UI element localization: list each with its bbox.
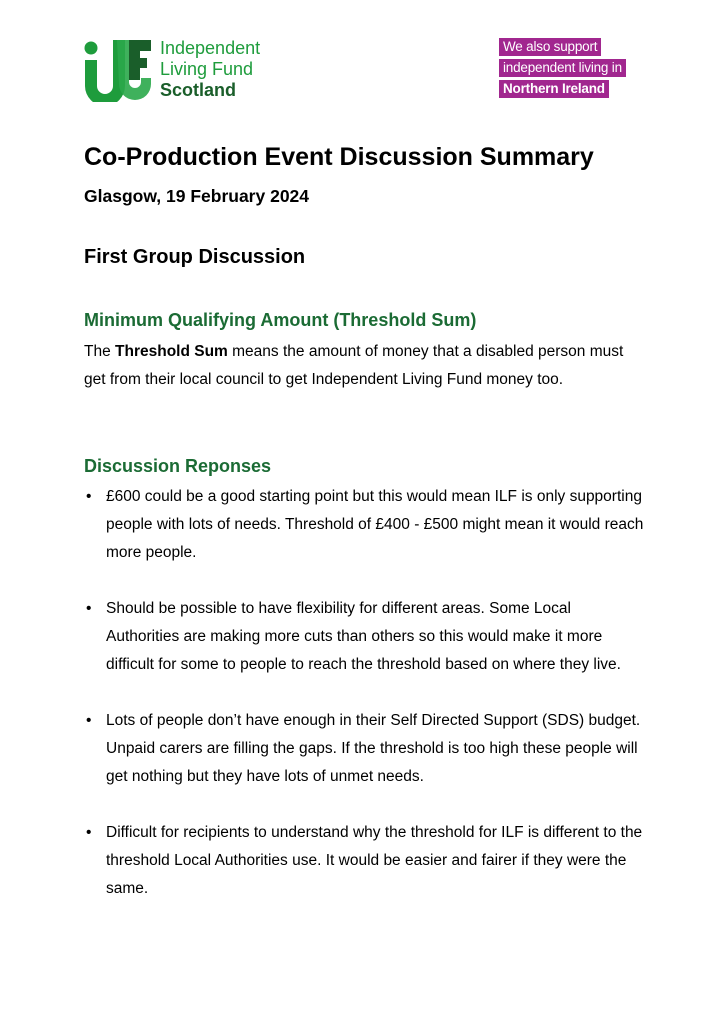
ilf-logo <box>84 36 294 102</box>
list-item: • Lots of people don’t have enough in their Self Directed Support (SDS) budget. Unpaid carers are filling the gaps. If the threshold is too high these people will get nothing but they have lots of unmet needs. <box>84 707 644 791</box>
list-item: • Should be possible to have flexibility for different areas. Some Local Authorities are making more cuts than others so this would make it more difficult for some to people to reach the threshold based on where they live. <box>84 595 644 679</box>
section-heading: First Group Discussion <box>84 246 306 268</box>
logo-line-1: Independent <box>160 38 261 58</box>
logo-line-3: Scotland <box>160 80 237 100</box>
logo-wordmark <box>160 38 260 101</box>
topic-heading: Minimum Qualifying Amount (Threshold Sum) <box>84 310 477 330</box>
intro-bold-term: Threshold Sum <box>115 343 228 360</box>
ni-badge-line-2: independent living in <box>499 59 626 77</box>
document-title: Co-Production Event Discussion Summary <box>84 143 594 171</box>
ni-badge-line-3: Northern Ireland <box>499 80 609 98</box>
logo-line-2: Living Fund <box>160 59 254 79</box>
responses-list <box>84 483 644 903</box>
ni-badge-line-1: We also support <box>499 38 601 56</box>
ilf-logo-icon <box>84 36 152 102</box>
document-subtitle: Glasgow, 19 February 2024 <box>84 186 310 206</box>
list-item: • Difficult for recipients to understand why the threshold for ILF is different to the threshold Local Authorities use. It would be easier and fairer if they were the same. <box>84 819 644 903</box>
responses-heading: Discussion Reponses <box>84 456 272 476</box>
intro-prefix: The <box>84 343 116 360</box>
topic-intro <box>84 338 644 394</box>
northern-ireland-badge <box>499 38 626 101</box>
list-item: • £600 could be a good starting point but this would mean ILF is only supporting people with lots of needs. Threshold of £400 - £500 might mean it would reach more people. <box>84 483 644 567</box>
intro-rest: means the amount of money that a disabled person must get from their local council to get Independent Living Fund money too. <box>84 343 624 388</box>
